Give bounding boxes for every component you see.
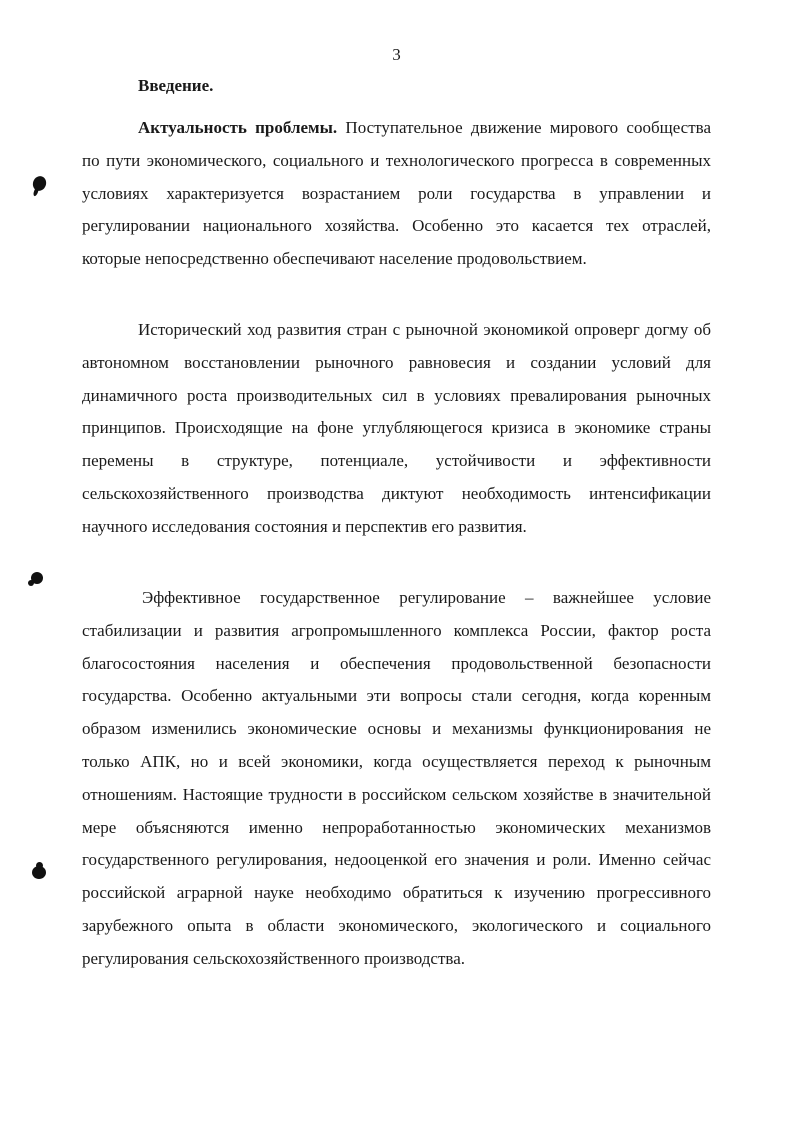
ink-blot-icon [31, 174, 48, 193]
paragraph-lead: Актуальность проблемы. [138, 118, 338, 137]
section-heading: Введение. [138, 76, 214, 95]
paragraph-text: Исторический ход развития стран с рыночной экономикой опроверг догму об автономном восстановлении рыночного равновесия и создании условий для динамичного роста производительных сил в условиях превалирования рыночных принципов. Происходящие на фоне углубляющегося кризиса в экономике страны перемены в структуре, потенциале, устойчивости и эффективности сельскохозяйственного производства диктуют необходимость интенсификации научного исследования состояния и перспектив его развития. [82, 320, 711, 536]
paragraph-text: Поступательное движение мирового сообщества по пути экономического, социального и технологического прогресса в современных условиях характеризуется возрастанием роли государства в управлении и регулировании национального хозяйства. Особенно это касается тех отраслей, которые непосредственно обеспечивают население продовольствием. [82, 118, 711, 269]
paragraph-regulation [82, 582, 711, 976]
page-number: 3 [392, 45, 401, 64]
paragraph-text: Эффективное государственное регулирование – важнейшее условие стабилизации и развития агропромышленного комплекса России, фактор роста благосостояния населения и обеспечения продовольственной безопасности государства. Особенно актуальными эти вопросы стали сегодня, когда коренным образом изменились экономические основы и механизмы функционирования не только АПК, но и всей экономики, когда осуществляется переход к рыночным отношениям. Настоящие трудности в российском сельском хозяйстве в значительной мере объясняются именно непроработанностью экономических механизмов государственного регулирования, недооценкой его значения и роли. Именно сейчас российской аграрной науке необходимо обратиться к изучению прогрессивного зарубежного опыта в области экономического, экологического и социального регулирования сельскохозяйственного производства. [82, 588, 711, 968]
paragraph-relevance [82, 112, 711, 276]
ink-blot-icon [31, 572, 43, 584]
ink-blot-icon [32, 866, 46, 879]
paragraph-history [82, 314, 711, 544]
